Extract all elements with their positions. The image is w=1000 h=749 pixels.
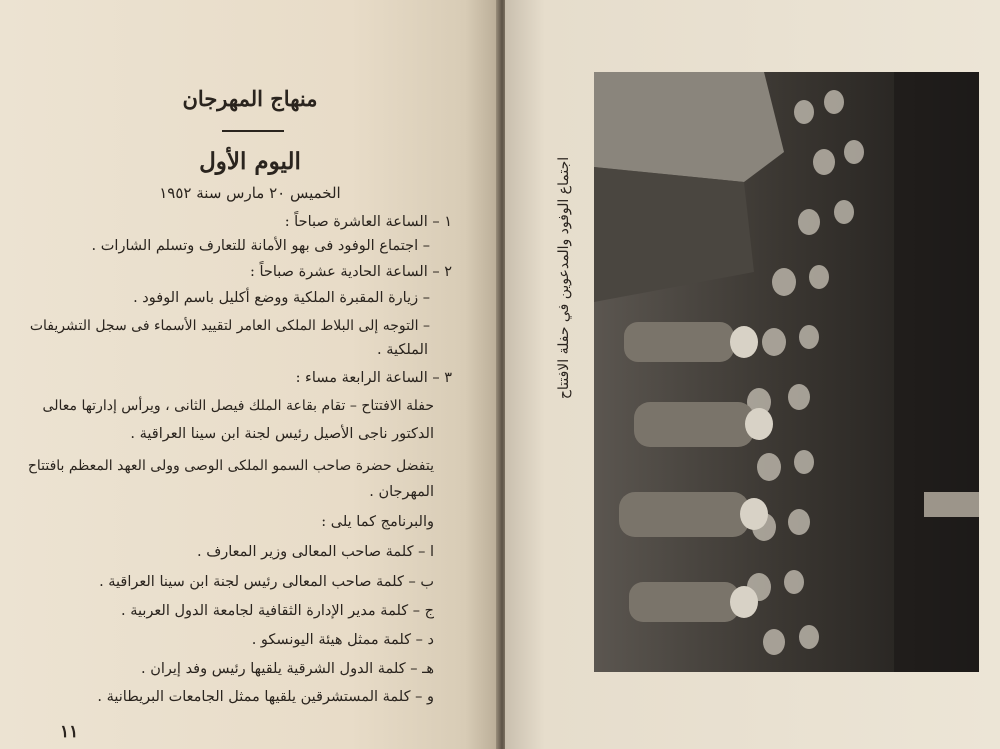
item-text: الساعة الحادية عشرة صباحاً : xyxy=(250,264,428,280)
page-number: ١١ xyxy=(60,722,79,742)
date-line: الخميس ٢٠ مارس سنة ١٩٥٢ xyxy=(159,184,341,202)
program-item: د – كلمة ممثل هيئة اليونسكو . xyxy=(251,632,434,648)
schedule-item xyxy=(285,214,452,230)
program-item: ج – كلمة مدير الإدارة الثقافية لجامعة الدول العربية . xyxy=(121,603,434,619)
photo-audience-icon xyxy=(594,72,979,672)
schedule-item xyxy=(296,370,452,386)
item-text: الساعة الرابعة مساء : xyxy=(295,370,428,386)
ceremony-photo xyxy=(594,72,979,672)
program-item: هـ – كلمة الدول الشرقية يلقيها رئيس وفد إيران . xyxy=(141,661,434,677)
item-number: ٣ – xyxy=(432,370,452,386)
schedule-item: الملكية . xyxy=(376,342,428,358)
page-title: منهاج المهرجان xyxy=(182,86,318,111)
paragraph-line: حفلة الافتتاح – تقام بقاعة الملك فيصل الثانى ، ويرأس إدارتها معالى xyxy=(42,398,434,414)
item-number: ١ – xyxy=(432,214,452,230)
paragraph-line: المهرجان . xyxy=(369,484,434,500)
item-text: الساعة العاشرة صباحاً : xyxy=(284,214,428,230)
program-item: ا – كلمة صاحب المعالى وزير المعارف . xyxy=(196,544,434,560)
schedule-item xyxy=(250,264,452,280)
schedule-item: – التوجه إلى البلاط الملكى العامر لتقييد الأسماء فى سجل التشريفات xyxy=(29,318,430,334)
day-heading: اليوم الأول xyxy=(199,148,301,175)
schedule-item: – زيارة المقبرة الملكية ووضع أكليل باسم الوفود . xyxy=(133,290,430,306)
item-number: ٢ – xyxy=(432,264,452,280)
program-item: ب – كلمة صاحب المعالى رئيس لجنة ابن سينا العراقية . xyxy=(99,574,434,590)
program-item: و – كلمة المستشرقين يلقيها ممثل الجامعات البريطانية . xyxy=(97,689,434,705)
paragraph-line: الدكتور ناجى الأصيل رئيس لجنة ابن سينا العراقية . xyxy=(130,426,434,442)
paragraph-line: والبرنامج كما يلى : xyxy=(321,514,434,530)
title-divider xyxy=(222,130,284,132)
paragraph-line: يتفضل حضرة صاحب السمو الملكى الوصى وولى العهد المعظم بافتتاح xyxy=(27,458,434,474)
photo-caption: اجتماع الوفود والمدعوين في حفلة الافتتاح xyxy=(556,156,572,400)
schedule-item: – اجتماع الوفود فى بهو الأمانة للتعارف وتسلم الشارات . xyxy=(91,238,430,254)
